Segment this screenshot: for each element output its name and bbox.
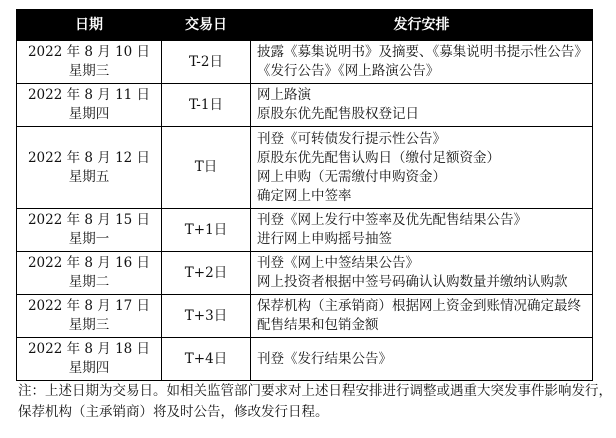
issuance-schedule-table — [16, 9, 593, 381]
event-line: 保荐机构（主承销商）根据网上资金到账情况确定最终 — [257, 298, 581, 314]
weekday-text: 星期一 — [68, 231, 110, 247]
weekday-text: 星期三 — [68, 63, 110, 79]
table-row — [17, 209, 593, 252]
header-date: 日期 — [17, 10, 162, 41]
weekday-text: 星期五 — [68, 168, 110, 185]
event-line: 刊登《网上发行中签率及优先配售结果公告》 — [257, 212, 527, 228]
trading-day-cell: T日 — [162, 127, 251, 209]
date-cell — [17, 209, 162, 252]
date-cell — [17, 252, 162, 295]
event-line: 网上路演 — [257, 87, 311, 103]
trading-day-cell: T+4日 — [162, 338, 251, 381]
event-line: 《发行公告》《网上路演公告》 — [257, 63, 440, 79]
table-row — [17, 41, 593, 84]
event-line: 原股东优先配售股权登记日 — [257, 106, 419, 122]
date-text: 2022 年 8 月 12 日 — [27, 149, 151, 166]
weekday-text: 星期三 — [68, 317, 110, 333]
footnote — [18, 381, 612, 423]
event-line: 刊登《网上中签结果公告》 — [257, 255, 419, 271]
event-line: 确定网上中签率 — [257, 187, 352, 204]
event-line: 网上申购（无需缴付申购资金） — [257, 168, 446, 185]
header-trading-day: 交易日 — [162, 10, 251, 41]
date-text: 2022 年 8 月 17 日 — [27, 298, 151, 314]
date-text: 2022 年 8 月 15 日 — [27, 212, 151, 228]
date-cell — [17, 41, 162, 84]
event-cell — [251, 127, 593, 209]
event-cell — [251, 338, 593, 381]
weekday-text: 星期四 — [68, 106, 110, 122]
event-line: 配售结果和包销金额 — [257, 317, 379, 333]
date-text: 2022 年 8 月 16 日 — [27, 255, 151, 271]
table-header — [17, 10, 593, 41]
table-body — [17, 41, 593, 381]
date-cell — [17, 84, 162, 127]
date-text: 2022 年 8 月 18 日 — [27, 341, 151, 357]
trading-day-cell: T-2日 — [162, 41, 251, 84]
event-cell — [251, 209, 593, 252]
weekday-text: 星期二 — [68, 274, 110, 290]
header-row — [17, 10, 593, 41]
event-cell — [251, 41, 593, 84]
footnote-line: 注：上述日期为交易日。如相关监管部门要求对上述日程安排进行调整或遇重大突发事件影响发行， — [18, 383, 612, 399]
event-line: 刊登《可转债发行提示性公告》 — [257, 130, 446, 147]
event-line: 进行网上申购摇号抽签 — [257, 231, 392, 247]
trading-day-cell: T+3日 — [162, 295, 251, 338]
event-cell — [251, 252, 593, 295]
header-event: 发行安排 — [251, 10, 593, 41]
event-line: 原股东优先配售认购日（缴付足额资金） — [257, 149, 500, 166]
event-cell — [251, 84, 593, 127]
event-line: 网上投资者根据中签号码确认认购数量并缴纳认购款 — [257, 274, 568, 290]
table-row — [17, 127, 593, 209]
event-line: 披露《募集说明书》及摘要、《募集说明书提示性公告》 — [257, 44, 588, 60]
date-text: 2022 年 8 月 10 日 — [27, 44, 151, 60]
trading-day-cell: T+1日 — [162, 209, 251, 252]
table-row — [17, 295, 593, 338]
date-cell — [17, 338, 162, 381]
table-row — [17, 252, 593, 295]
date-cell — [17, 295, 162, 338]
footnote-line: 保荐机构（主承销商）将及时公告，修改发行日程。 — [18, 404, 329, 420]
event-cell — [251, 295, 593, 338]
date-text: 2022 年 8 月 11 日 — [27, 87, 151, 103]
trading-day-cell: T-1日 — [162, 84, 251, 127]
date-cell — [17, 127, 162, 209]
weekday-text: 星期四 — [68, 360, 110, 376]
table-row — [17, 84, 593, 127]
table-row — [17, 338, 593, 381]
event-line: 刊登《发行结果公告》 — [257, 350, 392, 367]
trading-day-cell: T+2日 — [162, 252, 251, 295]
